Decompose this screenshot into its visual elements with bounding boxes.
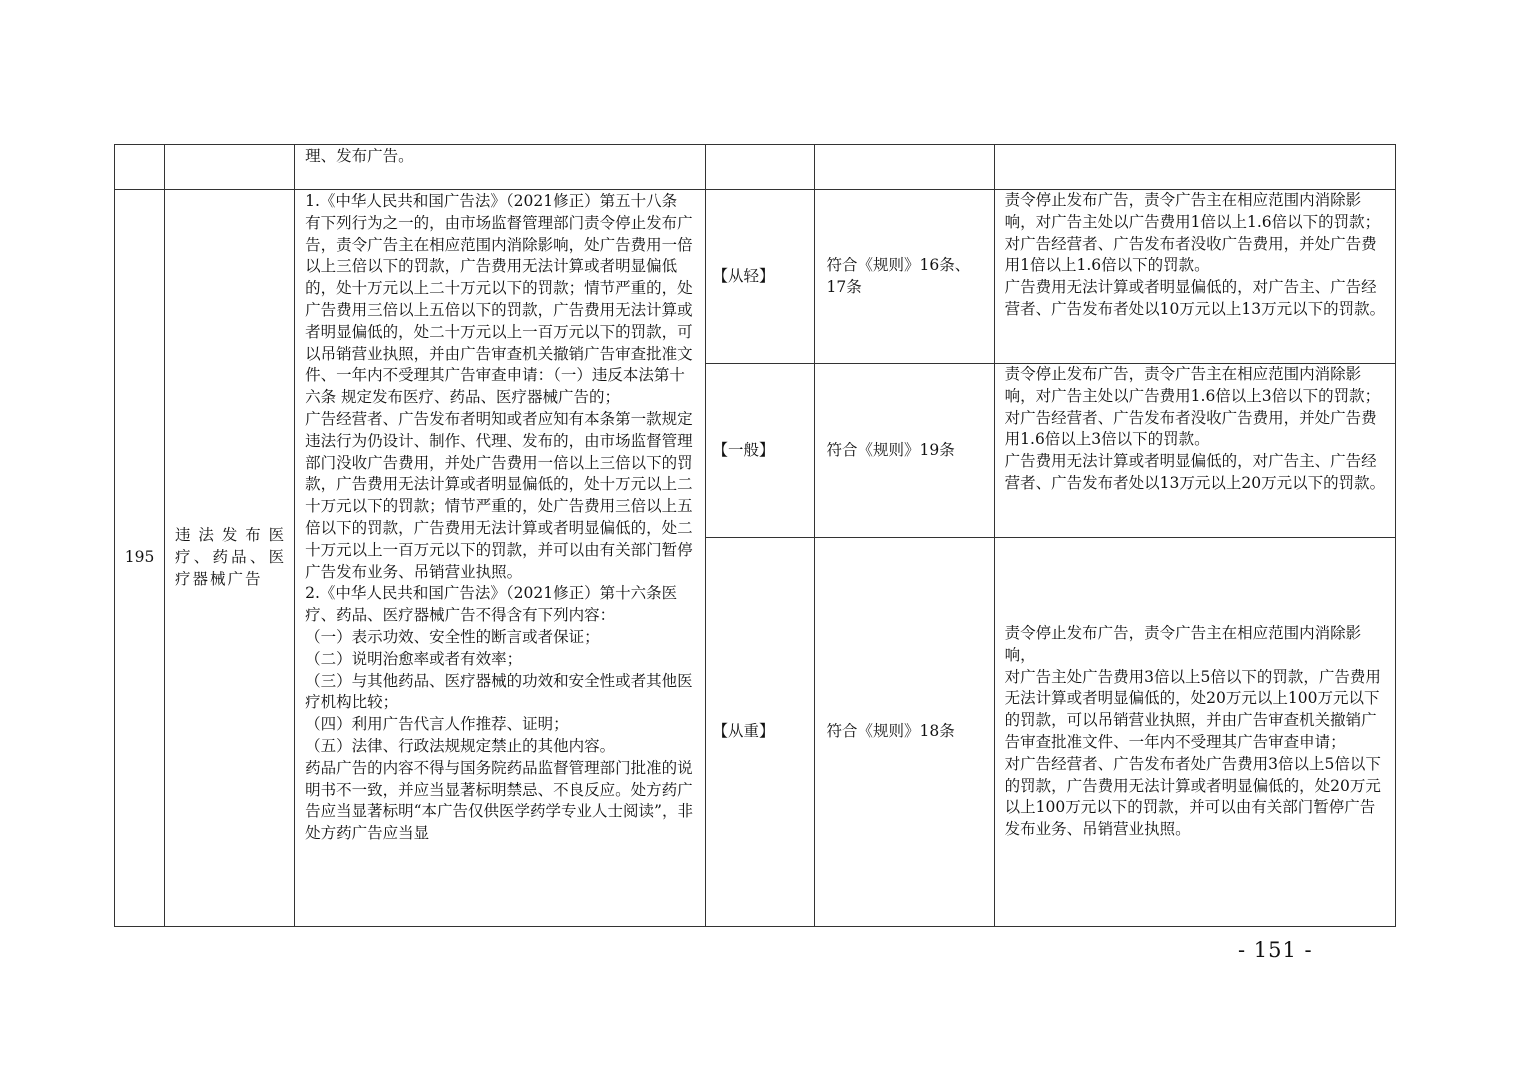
- item-name-cell: [165, 190, 295, 927]
- condition-light-text: 符合《规则》16条、17条: [826, 255, 971, 296]
- item-number: 195: [124, 548, 155, 567]
- level-heavy-cell: [706, 538, 814, 927]
- continuation-name-cell: [165, 145, 295, 190]
- standard-light-text: 责令停止发布广告，责令广告主在相应范围内消除影响，对广告主处以广告费用1倍以上1.6倍以下的罚款；对广告经营者、广告发布者没收广告费用，并处广告费用1倍以上1.6倍以下的罚款。 广告费用无法计算或者明显偏低的，对广告主、广告经营者、广告发布者处以10万元以上13万元以下的罚款。: [1004, 191, 1386, 318]
- continuation-condition: [815, 145, 994, 146]
- continuation-basis-text: 理、发布广告。: [305, 147, 414, 165]
- standard-light-cell: [994, 190, 1395, 364]
- level-heavy-label: 【从重】: [712, 722, 775, 741]
- item-number-cell: [115, 190, 165, 927]
- continuation-condition-cell: [814, 145, 994, 190]
- page-number: - 151 -: [1238, 938, 1313, 962]
- level-normal-cell: [706, 364, 814, 538]
- continuation-row: [115, 145, 1396, 190]
- condition-heavy-text: 符合《规则》18条: [826, 722, 955, 741]
- item-row-light: [115, 190, 1396, 364]
- condition-normal-cell: [814, 364, 994, 538]
- level-light-cell: [706, 190, 814, 364]
- condition-heavy-cell: [814, 538, 994, 927]
- continuation-name: [165, 145, 294, 146]
- item-basis-text: 1.《中华人民共和国广告法》（2021修正）第五十八条 有下列行为之一的，由市场监督管理部门责令停止发布广告，责令广告主在相应范围内消除影响，处广告费用一倍以上三倍以下的罚款，广告费用无法计算或者明显偏低的，处十万元以上二十万元以下的罚款；情节严重的，处广告费用三倍以上五倍以下的罚款，广告费用无法计算或者明显偏低的，处二十万元以上一百万元以下的罚款，可以吊销营业执照，并由广告审查机关撤销广告审查批准文件、一年内不受理其广告审查申请：（一）违反本法第十六条 规定发布医疗、药品、医疗器械广告的； 广告经营者、广告发布者明知或者应知有本条第一款规定违法行为仍设计、制作、代理、发布的，由市场监督管理部门没收广告费用，并处广告费用一倍以上三倍以下的罚款，广告费用无法计算或者明显偏低的，处十万元以上二十万元以下的罚款；情节严重的，处广告费用三倍以上五倍以下的罚款，广告费用无法计算或者明显偏低的，处二十万元以上一百万元以下的罚款，并可以由有关部门暂停广告发布业务、吊销营业执照。 2.《中华人民共和国广告法》（2021修正）第十六条医疗、药品、医疗器械广告不得含有下列内容： （一）表示功效、安全性的断言或者保证； （二）说明治愈率或者有效率； （三）与其他药品、医疗器械的功效和安全性或者其他医疗机构比较； （四）利用广告代言人作推荐、证明； （五）法律、行政法规规定禁止的其他内容。 药品广告的内容不得与国务院药品监督管理部门批准的说明书不一致，并应当显著标明禁忌、不良反应。处方药广告应当显著标明“本广告仅供医学药学专业人士阅读”，非处方药广告应当显: [305, 192, 693, 843]
- continuation-level-cell: [706, 145, 814, 190]
- condition-light-cell: [814, 190, 994, 364]
- standard-heavy-cell: [994, 538, 1395, 927]
- level-normal-label: 【一般】: [712, 440, 775, 459]
- item-basis-cell: [295, 190, 706, 927]
- condition-normal-text: 符合《规则》19条: [826, 440, 955, 459]
- discretion-standard-table: [114, 144, 1396, 927]
- continuation-standard-cell: [994, 145, 1395, 190]
- continuation-num: [115, 145, 164, 146]
- level-light-label: 【从轻】: [712, 266, 775, 285]
- continuation-standard: [995, 145, 1395, 146]
- continuation-num-cell: [115, 145, 165, 190]
- continuation-basis-cell: [295, 145, 706, 190]
- continuation-level: [706, 145, 813, 146]
- standard-heavy-text: 责令停止发布广告，责令广告主在相应范围内消除影响， 对广告主处广告费用3倍以上5倍以下的罚款，广告费用无法计算或者明显偏低的，处20万元以上100万元以下的罚款，可以吊销营业执照，并由广告审查机关撤销广告审查批准文件、一年内不受理其广告审查申请； 对广告经营者、广告发布者处广告费用3倍以上5倍以下的罚款，广告费用无法计算或者明显偏低的，处20万元以上100万元以下的罚款，并可以由有关部门暂停广告发布业务、吊销营业执照。: [1004, 624, 1381, 839]
- standard-normal-text: 责令停止发布广告，责令广告主在相应范围内消除影响，对广告主处以广告费用1.6倍以上3倍以下的罚款；对广告经营者、广告发布者没收广告费用，并处广告费用1.6倍以上3倍以下的罚款。 广告费用无法计算或者明显偏低的，对广告主、广告经营者、广告发布者处以13万元以上20万元以下的罚款。: [1004, 365, 1386, 492]
- standard-normal-cell: [994, 364, 1395, 538]
- item-name: 违法发布医疗、药品、医疗器械广告: [175, 526, 287, 588]
